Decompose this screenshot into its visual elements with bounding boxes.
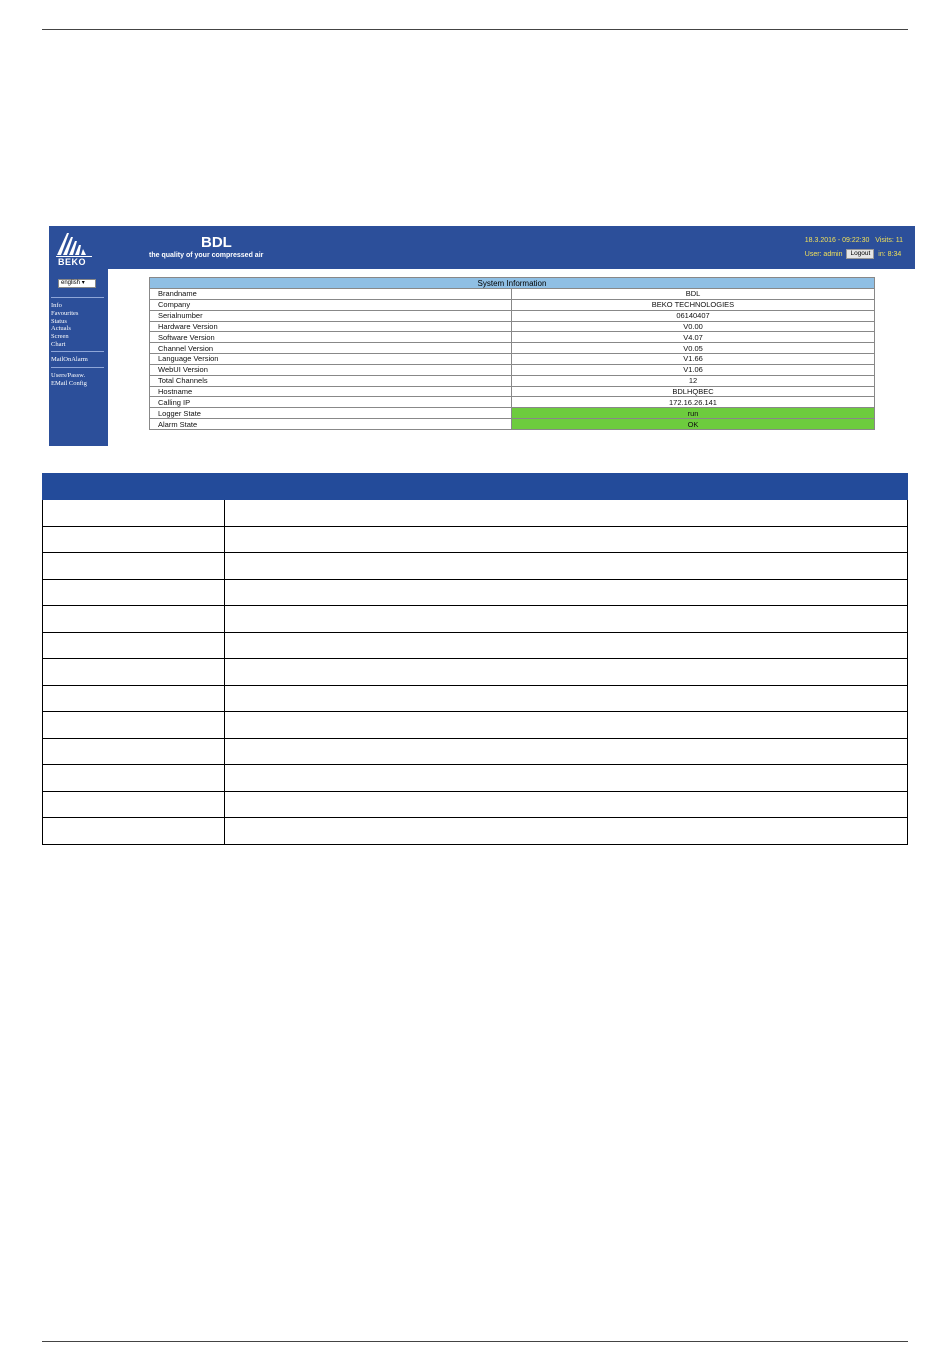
sidebar-menu-alarm xyxy=(51,356,88,364)
table-row xyxy=(43,632,908,659)
table-row xyxy=(43,500,908,527)
table-cell xyxy=(225,765,908,792)
row-value: V0.00 xyxy=(512,321,875,332)
table-cell xyxy=(225,579,908,606)
bottom-rule xyxy=(42,1341,908,1342)
table-row xyxy=(43,659,908,686)
row-value: BDLHQBEC xyxy=(512,386,875,397)
row-label: Software Version xyxy=(150,332,512,343)
logout-button[interactable]: Logout xyxy=(846,249,874,259)
table-cell xyxy=(43,500,225,527)
table-row xyxy=(150,397,875,408)
session-timer: in: 8:34 xyxy=(878,251,902,258)
table-cell xyxy=(225,685,908,712)
table-row xyxy=(43,579,908,606)
table-cell xyxy=(225,738,908,765)
table-cell xyxy=(225,791,908,818)
column-header xyxy=(43,474,225,500)
table-row xyxy=(43,553,908,580)
table-row xyxy=(150,289,875,300)
chevron-down-icon: ▾ xyxy=(81,280,85,286)
header-bar xyxy=(49,226,915,269)
table-cell xyxy=(43,526,225,553)
row-value: 12 xyxy=(512,375,875,386)
row-label: Brandname xyxy=(150,289,512,300)
row-label: Language Version xyxy=(150,354,512,365)
table-row xyxy=(150,332,875,343)
table-cell xyxy=(225,500,908,527)
row-label: Hardware Version xyxy=(150,321,512,332)
row-label: WebUI Version xyxy=(150,364,512,375)
system-information-title: System Information xyxy=(150,278,875,289)
logger-state-badge: run xyxy=(512,408,875,419)
table-row xyxy=(150,364,875,375)
logo-text: BEKO xyxy=(58,257,87,267)
row-value: 06140407 xyxy=(512,310,875,321)
table-cell xyxy=(225,606,908,633)
table-cell xyxy=(43,791,225,818)
sidebar-item-favourites[interactable]: Favourites xyxy=(51,309,79,317)
row-value: V1.66 xyxy=(512,354,875,365)
row-label: Hostname xyxy=(150,386,512,397)
table-row xyxy=(150,375,875,386)
sidebar-item-mailonalarm[interactable]: MailOnAlarm xyxy=(51,356,88,363)
page-title: BDL xyxy=(201,234,232,251)
sidebar-item-email-config[interactable]: EMail Config xyxy=(51,379,87,387)
table-row xyxy=(150,386,875,397)
user-label: User: admin xyxy=(804,251,843,258)
row-value: V0.05 xyxy=(512,343,875,354)
row-label: Serialnumber xyxy=(150,310,512,321)
row-label: Company xyxy=(150,299,512,310)
page-subtitle: the quality of your compressed air xyxy=(149,252,264,259)
row-value: V4.07 xyxy=(512,332,875,343)
visits-label: Visits: 11 xyxy=(875,237,903,244)
table-cell xyxy=(225,712,908,739)
table-cell xyxy=(225,659,908,686)
row-value: BDL xyxy=(512,289,875,300)
row-value: 172.16.26.141 xyxy=(512,397,875,408)
language-select[interactable] xyxy=(58,279,96,288)
table-cell xyxy=(225,553,908,580)
row-label: Calling IP xyxy=(150,397,512,408)
table-header-row xyxy=(43,474,908,500)
table-cell xyxy=(43,765,225,792)
table-row xyxy=(150,419,875,430)
table-row xyxy=(43,526,908,553)
sidebar-item-status[interactable]: Status xyxy=(51,317,67,325)
table-cell xyxy=(43,553,225,580)
table-row xyxy=(43,818,908,845)
table-cell xyxy=(225,818,908,845)
column-header xyxy=(225,474,908,500)
top-rule xyxy=(42,29,908,30)
sidebar-divider xyxy=(51,297,104,298)
table-row xyxy=(43,765,908,792)
sidebar-divider xyxy=(51,351,104,352)
table-cell xyxy=(43,738,225,765)
row-label: Alarm State xyxy=(150,419,512,430)
table-cell xyxy=(43,606,225,633)
table-cell xyxy=(43,685,225,712)
table-row xyxy=(43,738,908,765)
system-information-table xyxy=(149,277,875,430)
row-value: BEKO TECHNOLOGIES xyxy=(512,299,875,310)
table-cell xyxy=(225,632,908,659)
session-info xyxy=(805,237,903,261)
table-row xyxy=(43,606,908,633)
table-cell xyxy=(43,659,225,686)
language-value: english xyxy=(61,280,81,286)
table-row xyxy=(43,712,908,739)
sidebar-item-chart[interactable]: Chart xyxy=(51,340,66,348)
table-cell xyxy=(225,526,908,553)
table-row xyxy=(150,343,875,354)
sidebar-item-info[interactable]: Info xyxy=(51,302,62,309)
table-row xyxy=(150,299,875,310)
sidebar xyxy=(49,269,108,446)
row-label: Logger State xyxy=(150,408,512,419)
table-cell xyxy=(43,712,225,739)
bdl-web-ui-screenshot xyxy=(49,226,915,446)
sidebar-menu-main xyxy=(51,302,78,349)
table-row xyxy=(43,791,908,818)
table-row xyxy=(150,354,875,365)
row-value: V1.06 xyxy=(512,364,875,375)
alarm-state-badge: OK xyxy=(512,419,875,430)
table-row xyxy=(150,408,875,419)
sidebar-divider xyxy=(51,367,104,368)
sidebar-menu-config xyxy=(51,372,87,388)
row-label: Channel Version xyxy=(150,343,512,354)
row-label: Total Channels xyxy=(150,375,512,386)
description-table xyxy=(42,473,908,845)
sidebar-item-users-passw[interactable]: Users/Passw. xyxy=(51,372,86,379)
table-row xyxy=(150,310,875,321)
sidebar-item-screen[interactable]: Screen xyxy=(51,333,69,341)
table-cell xyxy=(43,632,225,659)
table-row xyxy=(150,321,875,332)
table-cell xyxy=(43,579,225,606)
table-cell xyxy=(43,818,225,845)
sidebar-item-actuals[interactable]: Actuals xyxy=(51,325,71,333)
datetime-label: 18.3.2016 - 09:22:30 xyxy=(804,237,870,244)
table-row xyxy=(43,685,908,712)
